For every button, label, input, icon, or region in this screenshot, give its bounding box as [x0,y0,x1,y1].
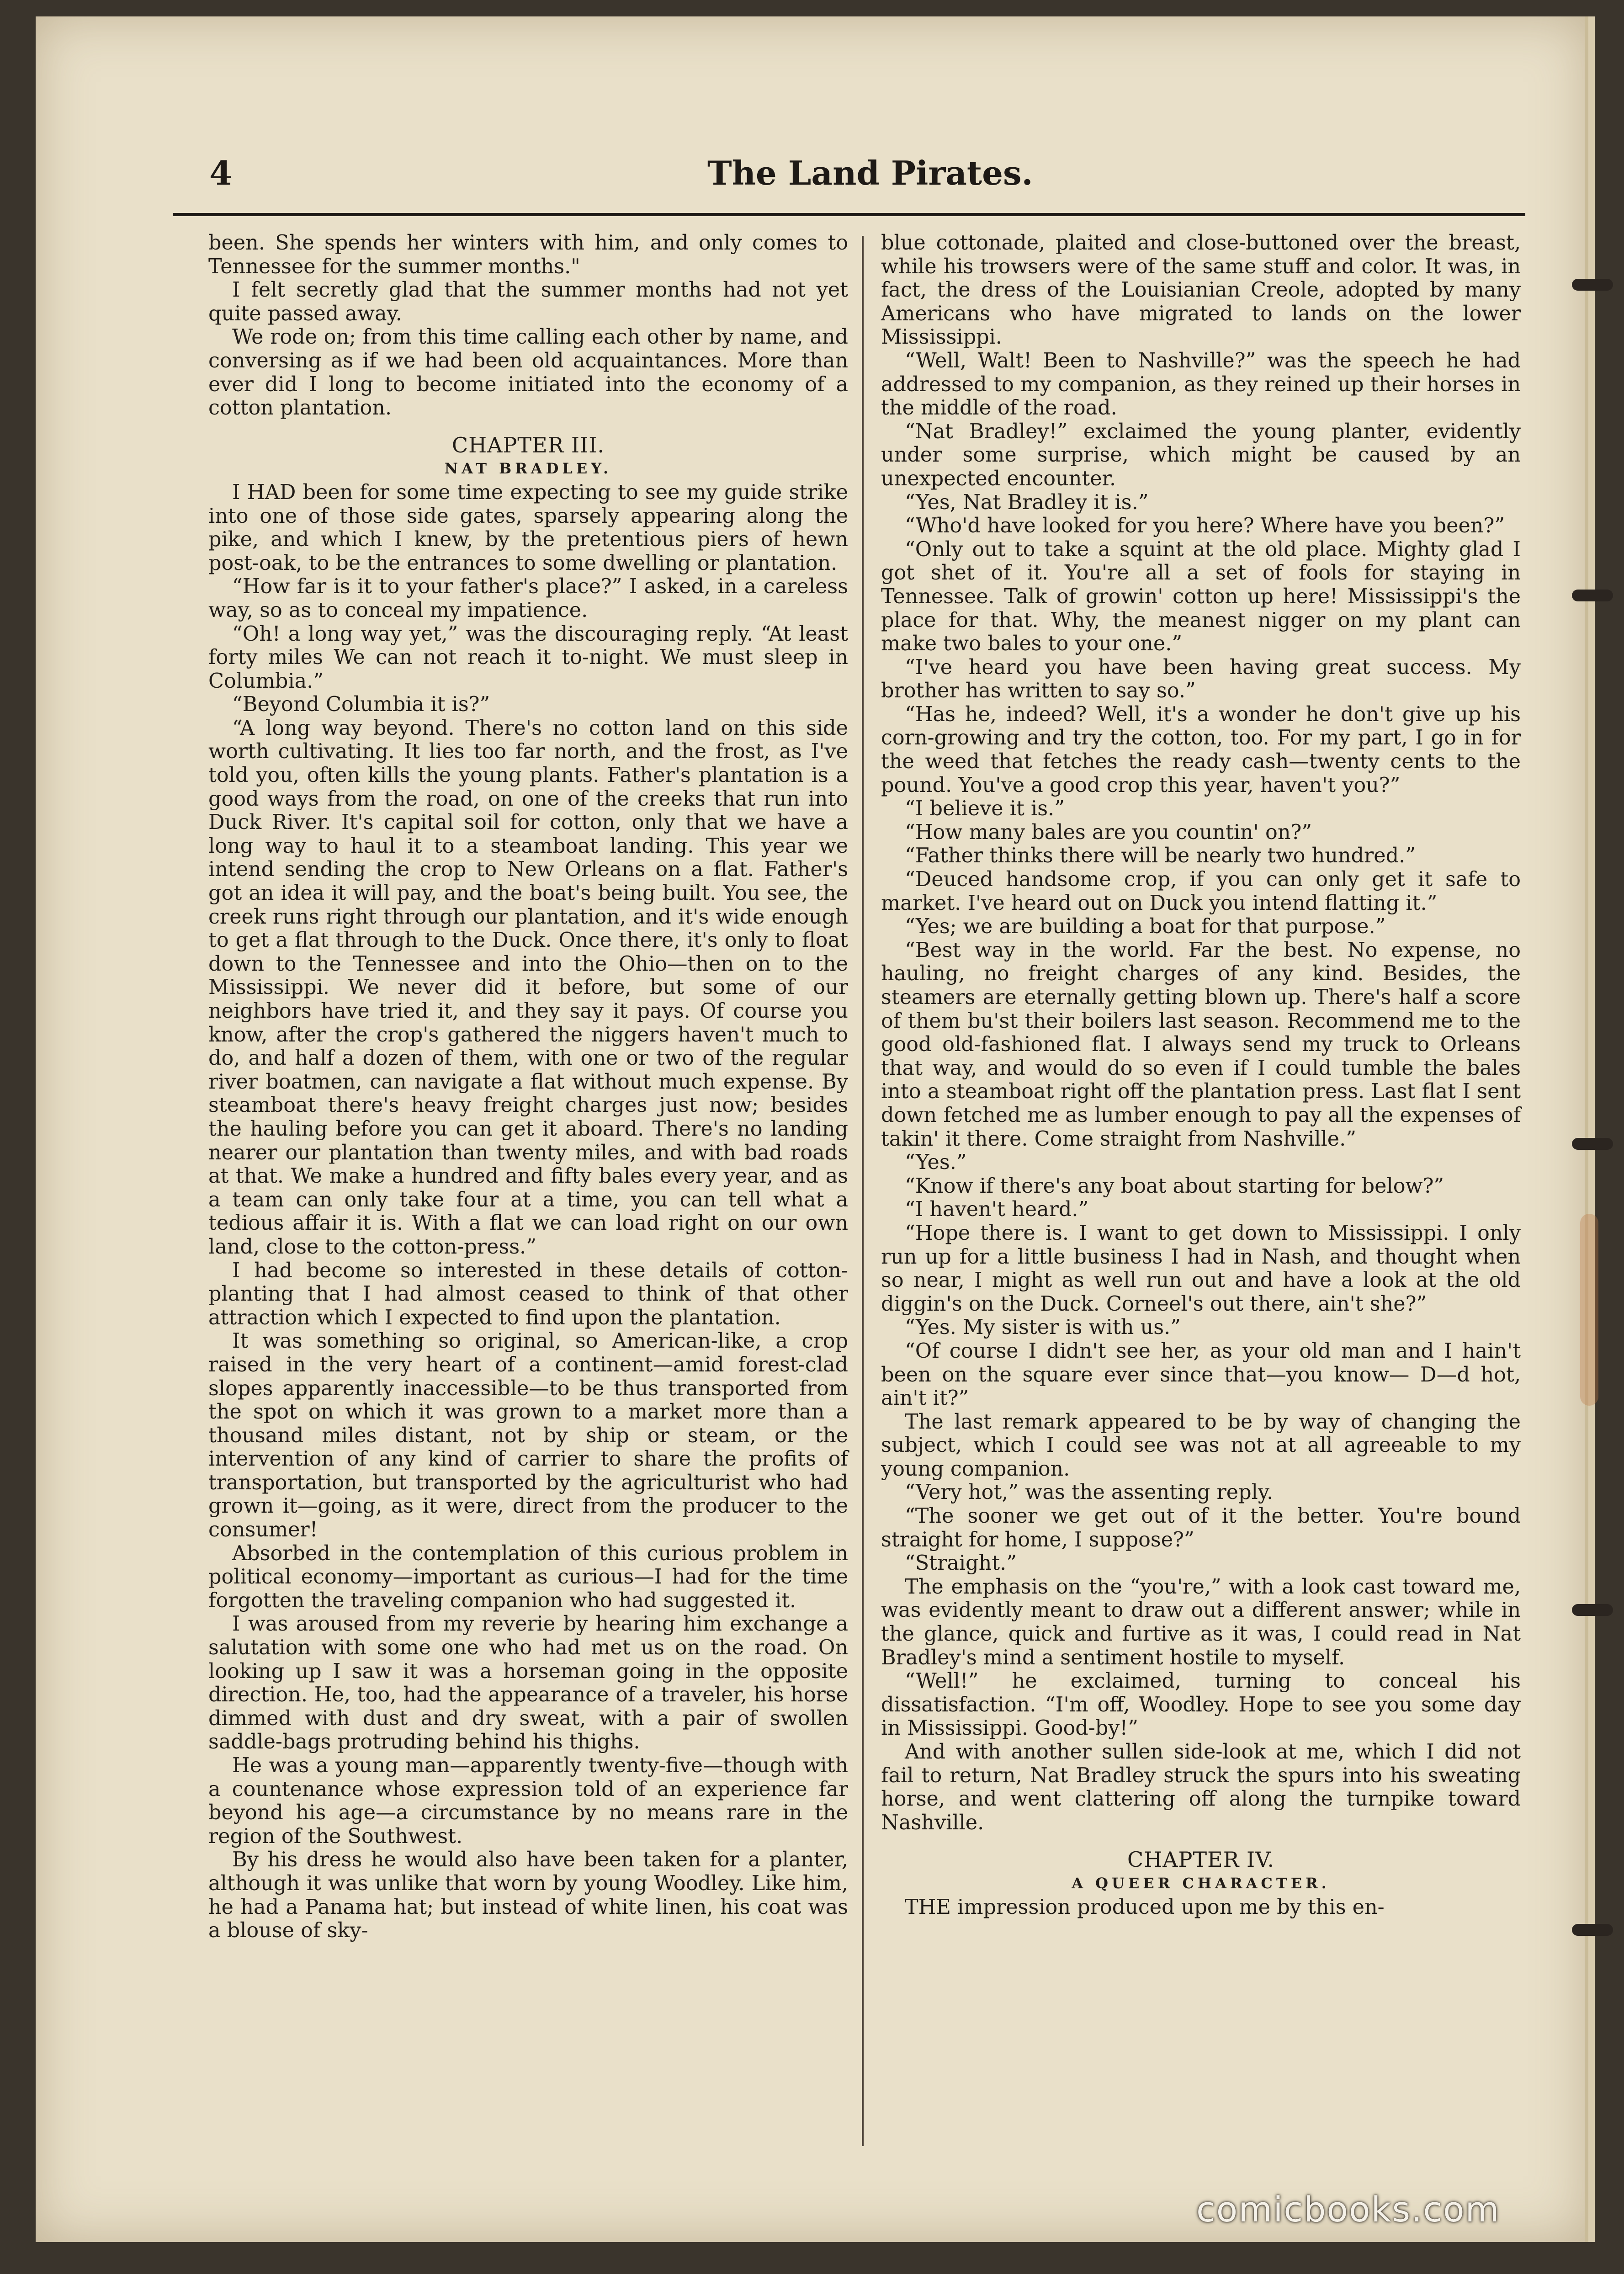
spacer [208,420,848,434]
paragraph: “Oh! a long way yet,” was the discouraging reply. “At least forty miles We can not reach it to-night. We must sleep in Columbia.” [208,622,848,693]
paragraph: We rode on; from this time calling each other by name, and conversing as if we had been old acquaintances. More than ever did I long to become initiated into the economy of a cotton plantation. [208,325,848,420]
paragraph: “Father thinks there will be nearly two hundred.” [905,844,1416,868]
paper-stain [1580,1214,1598,1406]
spacer [881,1834,1521,1848]
paragraph: blue cottonade, plaited and close-buttoned over the breast, while his trowsers were of the same stuff and color. It was, in fact, the dress of the Louisianian Creole, adopted by many Americans who have migrated to lands on the lower Mississippi. [881,231,1521,349]
binding-edge [1585,16,1588,2242]
paragraph: I HAD been for some time expecting to see my guide strike into one of those side gates, sparsely appearing along the pike, and which I knew, by the pretentious piers of hewn post-oak, to be the entrances to some dwelling or plantation. [208,480,848,575]
paragraph: I had become so interested in these details of cotton-planting that I had almost ceased to think of that other attraction which I expected to find upon the plantation. [208,1259,848,1329]
binding-stitch [1572,1604,1613,1616]
paragraph: “I haven't heard.” [905,1198,1089,1222]
watermark: comicbooks.com [1196,2189,1500,2230]
paragraph: And with another sullen side-look at me, which I did not fail to return, Nat Bradley struck the spurs into his sweating horse, and went clattering off along the turnpike toward Nashville. [881,1740,1521,1834]
paragraph: “Of course I didn't see her, as your old man and I hain't been on the square ever since that—you know— D—d hot, ain't it?” [881,1339,1521,1410]
paragraph: It was something so original, so American-like, a crop raised in the very heart of a continent—amid forest-clad slopes apparently inaccessible—to be thus transported from the spot on which it was grown to a market more than a thousand miles distant, not by ship or steam, or the intervention of any kind of carrier to share the profits of transportation, but transported by the agriculturist who had grown it—going, as it were, direct from the producer to the consumer! [208,1329,848,1542]
paragraph: “Hope there is. I want to get down to Mississippi. I only run up for a little business I had in Nash, and thought when so near, I might as well run out and have a look at the old diggin's on the Duck. Corneel's out there, ain't she?” [881,1221,1521,1316]
column-divider [862,236,864,2146]
paragraph: I was aroused from my reverie by hearing him exchange a salutation with some one who had met us on the road. On looking up I saw it was a horseman going in the opposite direction. He, too, had the appearance of a traveler, his horse dimmed with dust and dry sweat, with a pair of swollen saddle-bags protruding behind his thighs. [208,1612,848,1754]
paragraph: He was a young man—apparently twenty-five—though with a countenance whose expression told of an experience far beyond his age—a circumstance by no means rare in the region of the Southwest. [208,1754,848,1848]
paragraph: THE impression produced upon me by this en- [905,1895,1385,1919]
paragraph: Absorbed in the contemplation of this curious problem in political economy—important as curious—I had for the time forgotten the traveling companion who had suggested it. [208,1541,848,1612]
paragraph: “Best way in the world. Far the best. No expense, no hauling, no freight charges of any kind. Besides, the steamers are eternally getting blown up. There's half a score of them bu'st their boilers last season. Recommend me to the good old-fashioned flat. I always send my truck to Orleans that way, and would do so even if I could tumble the bales into a steamboat right off the plantation press. Last flat I sent down fetched me as lumber enough to pay all the expenses of takin' it there. Come straight from Nashville.” [881,938,1521,1151]
page-number: 4 [209,154,233,192]
chapter-heading: CHAPTER IV. [1127,1847,1274,1872]
paragraph: “I believe it is.” [905,797,1065,821]
paragraph: “Only out to take a squint at the old place. Mighty glad I got shet of it. You're all a set of fools for staying in Tennessee. Talk of growin' cotton up here! Mississippi's the place for that. Why, the meanest nigger on my plant can make two bales to your one.” [881,537,1521,656]
paragraph: “Beyond Columbia it is?” [232,693,490,717]
paragraph: “Know if there's any boat about starting for below?” [905,1174,1444,1198]
chapter-subtitle: NAT BRADLEY. [444,460,612,478]
right-column [881,231,1521,1919]
chapter-subtitle: A QUEER CHARACTER. [1072,1874,1330,1892]
binding-stitch [1572,590,1613,601]
paragraph: “Very hot,” was the assenting reply. [905,1481,1274,1504]
binding-stitch [1572,279,1613,291]
paragraph: been. She spends her winters with him, and only comes to Tennessee for the summer months." [208,231,848,278]
paragraph: “Well!” he exclaimed, turning to conceal his dissatisfaction. “I'm off, Woodley. Hope to see you some day in Mississippi. Good-by!” [881,1669,1521,1740]
paragraph: “How many bales are you countin' on?” [905,820,1312,844]
paragraph: “Nat Bradley!” exclaimed the young planter, evidently under some surprise, which might be caused by an unexpected encounter. [881,420,1521,490]
header-rule [173,213,1525,216]
left-column [208,231,848,1943]
paragraph: The last remark appeared to be by way of changing the subject, which I could see was not at all agreeable to my young companion. [881,1410,1521,1481]
book-page [36,16,1595,2242]
paragraph: “The sooner we get out of it the better. You're bound straight for home, I suppose?” [881,1504,1521,1551]
paragraph: “Well, Walt! Been to Nashville?” was the speech he had addressed to my companion, as they reined up their horses in the middle of the road. [881,349,1521,420]
binding-stitch [1572,1138,1613,1150]
paragraph: “I've heard you have been having great success. My brother has written to say so.” [881,655,1521,703]
paragraph: “How far is it to your father's place?” I asked, in a careless way, so as to conceal my impatience. [208,575,848,622]
paragraph: “Yes; we are building a boat for that purpose.” [905,915,1386,939]
paragraph: “Yes, Nat Bradley it is.” [905,490,1149,514]
paragraph: “Deuced handsome crop, if you can only get it safe to market. I've heard out on Duck you intend flatting it.” [881,868,1521,915]
running-title: The Land Pirates. [707,154,1033,192]
chapter-heading: CHAPTER III. [451,432,605,457]
page-header [173,154,1525,204]
binding-stitch [1572,1924,1613,1936]
paragraph: “Yes.” [905,1151,967,1174]
paragraph: The emphasis on the “you're,” with a look cast toward me, was evidently meant to draw out a different answer; while in the glance, quick and furtive as it was, I could read in Nat Bradley's mind a sentiment hostile to myself. [881,1575,1521,1669]
paragraph: “Yes. My sister is with us.” [905,1316,1181,1339]
paragraph: “Has he, indeed? Well, it's a wonder he don't give up his corn-growing and try the cotton, too. For my part, I go in for the weed that fetches the ready cash—twenty cents to the pound. You've a good crop this year, haven't you?” [881,702,1521,797]
paragraph: “Who'd have looked for you here? Where have you been?” [905,514,1505,538]
paragraph: I felt secretly glad that the summer months had not yet quite passed away. [208,278,848,325]
paragraph: By his dress he would also have been taken for a planter, although it was unlike that worn by young Woodley. Like him, he had a Panama hat; but instead of white linen, his coat was a blouse of sky- [208,1848,848,1943]
paragraph: “A long way beyond. There's no cotton land on this side worth cultivating. It lies too far north, and the frost, as I've told you, often kills the young plants. Father's plantation is a good ways from the road, on one of the creeks that run into Duck River. It's capital soil for cotton, only that we have a long way to haul it to a steamboat landing. This year we intend sending the crop to New Orleans on a flat. Father's got an idea it will pay, and the boat's being built. You see, the creek runs right through our plantation, and it's wide enough to get a flat through to the Duck. Once there, it's only to float down to the Tennessee and into the Ohio—then on to the Mississippi. We never did it before, but some of our neighbors have tried it, and they say it pays. Of course you know, after the crop's gathered the niggers haven't much to do, and half a dozen of them, with one or two of the regular river boatmen, can navigate a flat without much expense. By steamboat there's heavy freight charges just now; besides the hauling before you can get it aboard. There's no landing nearer our plantation than twenty miles, and with bad roads at that. We make a hundred and fifty bales every year, and as a team can only take four at a time, you can tell what a tedious affair it is. With a flat we can load right on our own land, close to the cotton-press.” [208,716,848,1259]
paragraph: “Straight.” [905,1551,1017,1575]
